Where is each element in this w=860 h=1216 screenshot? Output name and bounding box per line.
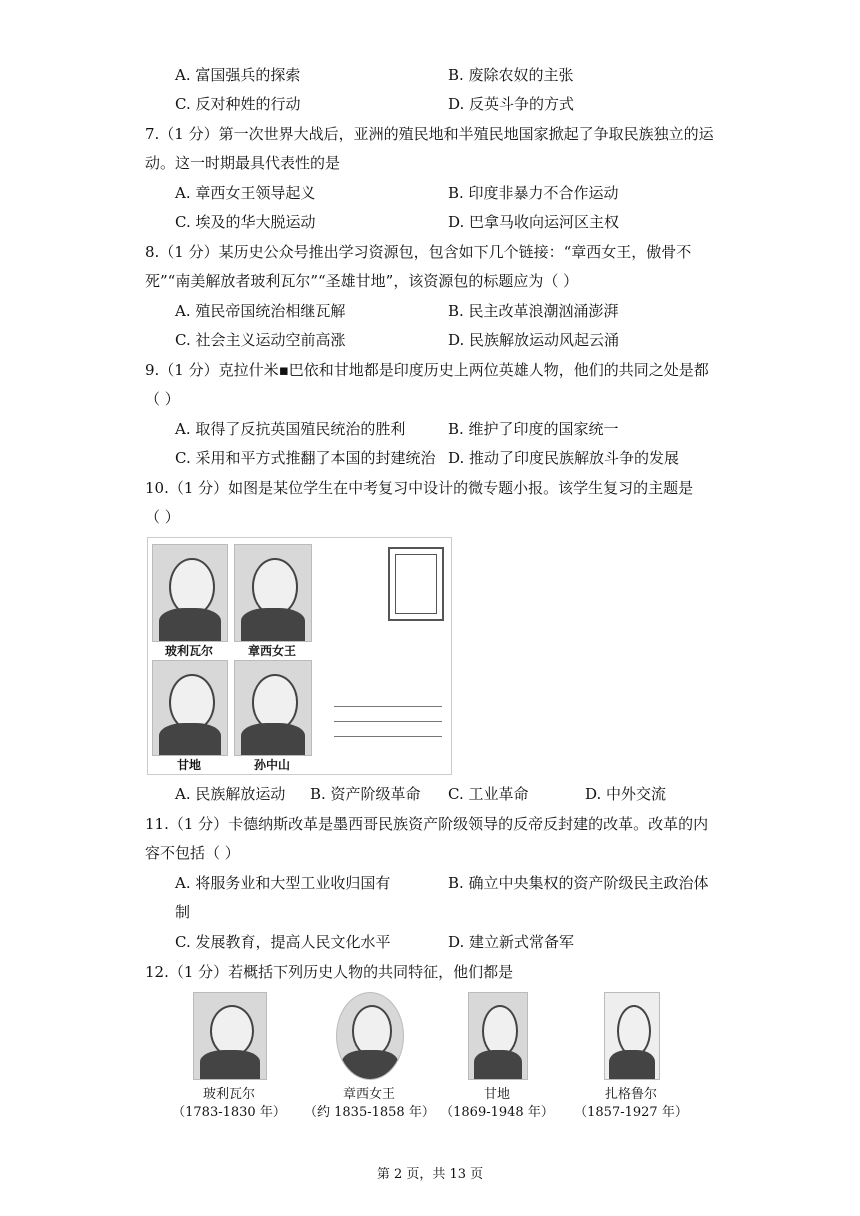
q9-option-d: D. 推动了印度民族解放斗争的发展 — [448, 449, 680, 467]
q8-stem-line1: 8.（1 分）某历史公众号推出学习资源包，包含如下几个链接：“章西女王，傲骨不 — [145, 243, 692, 261]
q11-option-b: B. 确立中央集权的资产阶级民主政治体 — [448, 874, 709, 892]
q8-option-d: D. 民族解放运动风起云涌 — [448, 331, 620, 349]
portrait-sun-yat-sen — [234, 660, 312, 756]
portrait-gandhi — [152, 660, 228, 756]
portrait-zaghlul — [604, 992, 660, 1080]
q10-postcard-figure — [147, 537, 452, 775]
q12-stem: 12.（1 分）若概括下列历史人物的共同特征，他们都是 — [145, 963, 514, 981]
person-years: （1783-1830 年） — [172, 1105, 286, 1120]
q8-option-c: C. 社会主义运动空前高涨 — [175, 331, 346, 349]
q10-option-d: D. 中外交流 — [585, 785, 667, 803]
q8-stem-line2: 死”“南美解放者玻利瓦尔”“圣雄甘地”，该资源包的标题应为（ ） — [145, 272, 579, 290]
q11-stem-line1: 11.（1 分）卡德纳斯改革是墨西哥民族资产阶级领导的反帝反封建的改革。改革的内 — [145, 815, 709, 833]
portrait-rani — [234, 544, 312, 642]
q8-option-a: A. 殖民帝国统治相继瓦解 — [175, 302, 346, 320]
q9-stem-line1: 9.（1 分）克拉什米▪巴依和甘地都是印度历史上两位英雄人物，他们的共同之处是都 — [145, 361, 709, 379]
q10-option-c: C. 工业革命 — [448, 785, 529, 803]
q10-stem-line1: 10.（1 分）如图是某位学生在中考复习中设计的微专题小报。该学生复习的主题是 — [145, 479, 694, 497]
portrait-bolivar — [152, 544, 228, 642]
q9-option-b: B. 维护了印度的国家统一 — [448, 420, 619, 438]
q10-option-b: B. 资产阶级革命 — [310, 785, 421, 803]
person-name: 甘地 — [483, 1087, 510, 1102]
q6-option-a: A. 富国强兵的探索 — [175, 66, 301, 84]
q7-stem-line2: 动。这一时期最具代表性的是 — [145, 154, 341, 172]
q7-option-a: A. 章西女王领导起义 — [175, 184, 316, 202]
person-name: 章西女王 — [342, 1087, 395, 1102]
portrait-rani — [336, 992, 404, 1080]
person-years: （1869-1948 年） — [440, 1105, 554, 1120]
q8-option-b: B. 民主改革浪潮汹涌澎湃 — [448, 302, 619, 320]
q11-option-c: C. 发展教育，提高人民文化水平 — [175, 933, 391, 951]
person-name: 玻利瓦尔 — [202, 1087, 255, 1102]
caption-gandhi: 甘地 — [176, 758, 201, 772]
q9-option-c: C. 采用和平方式推翻了本国的封建统治 — [175, 449, 436, 467]
address-line — [334, 736, 442, 737]
q9-stem-line2: （ ） — [145, 390, 180, 408]
page-footer: 第 2 页，共 13 页 — [376, 1167, 484, 1182]
q6-option-c: C. 反对种姓的行动 — [175, 95, 301, 113]
q7-stem-line1: 7.（1 分）第一次世界大战后，亚洲的殖民地和半殖民地国家掀起了争取民族独立的运 — [145, 125, 714, 143]
q7-option-c: C. 埃及的华大脱运动 — [175, 213, 316, 231]
q11-option-d: D. 建立新式常备军 — [448, 933, 575, 951]
portrait-gandhi — [468, 992, 528, 1080]
person-years: （约 1835-1858 年） — [304, 1105, 435, 1120]
q11-option-a: A. 将服务业和大型工业收归国有 — [175, 874, 391, 892]
stamp-box — [388, 547, 444, 621]
caption-bolivar: 玻利瓦尔 — [164, 644, 213, 658]
q7-option-d: D. 巴拿马收向运河区主权 — [448, 213, 620, 231]
q10-stem-line2: （ ） — [145, 508, 180, 526]
person-name: 扎格鲁尔 — [604, 1087, 657, 1102]
q6-option-b: B. 废除农奴的主张 — [448, 66, 574, 84]
caption-rani: 章西女王 — [247, 644, 296, 658]
portrait-bolivar — [193, 992, 267, 1080]
q10-option-a: A. 民族解放运动 — [175, 785, 286, 803]
q11-option-b-cont: 制 — [175, 903, 191, 921]
q9-option-a: A. 取得了反抗英国殖民统治的胜利 — [175, 420, 406, 438]
q6-option-d: D. 反英斗争的方式 — [448, 95, 575, 113]
address-line — [334, 706, 442, 707]
q11-stem-line2: 容不包括（ ） — [145, 844, 240, 862]
q7-option-b: B. 印度非暴力不合作运动 — [448, 184, 619, 202]
address-line — [334, 721, 442, 722]
person-years: （1857-1927 年） — [574, 1105, 688, 1120]
caption-sun-yat-sen: 孙中山 — [253, 758, 290, 772]
